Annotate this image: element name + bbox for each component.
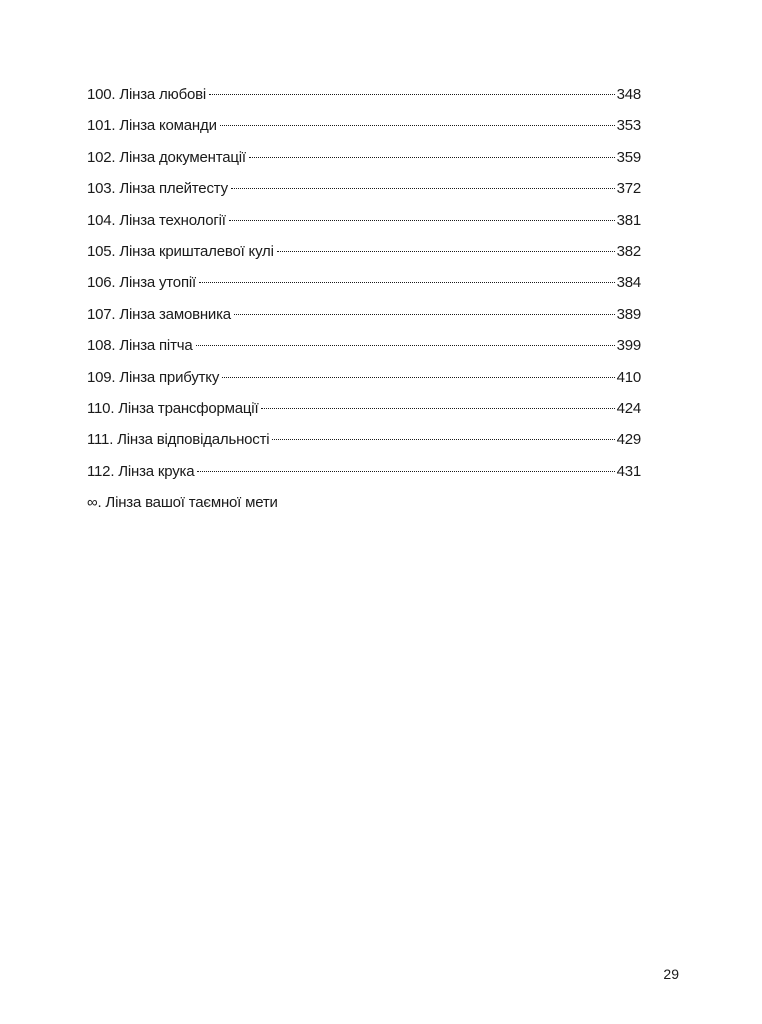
toc-entry xyxy=(87,460,641,491)
toc-entry xyxy=(87,83,641,114)
toc-entry-title: 105. Лінза кришталевої кулі xyxy=(87,242,274,260)
toc-entry xyxy=(87,303,641,334)
toc-entry-page: 372 xyxy=(616,180,641,198)
dot-leader xyxy=(272,439,614,440)
toc-entry-page: 424 xyxy=(616,399,641,417)
dot-leader xyxy=(197,471,614,472)
table-of-contents xyxy=(87,83,641,522)
toc-entry xyxy=(87,271,641,302)
toc-entry-page: 384 xyxy=(616,274,641,292)
toc-entry-page: 381 xyxy=(616,211,641,229)
toc-entry xyxy=(87,209,641,240)
toc-entry-page: 410 xyxy=(616,368,641,386)
toc-entry-title: 112. Лінза крука xyxy=(87,462,195,480)
toc-entry-title: 110. Лінза трансформації xyxy=(87,399,259,417)
toc-entry-page: 431 xyxy=(616,462,641,480)
toc-entry-title: 106. Лінза утопії xyxy=(87,274,196,292)
dot-leader xyxy=(277,251,615,252)
toc-entry xyxy=(87,114,641,145)
dot-leader xyxy=(199,282,615,283)
toc-entry xyxy=(87,146,641,177)
dot-leader xyxy=(222,377,614,378)
toc-entry-title: 108. Лінза пітча xyxy=(87,337,193,355)
toc-entry-title: 102. Лінза документації xyxy=(87,148,246,166)
dot-leader xyxy=(231,188,615,189)
dot-leader xyxy=(249,157,615,158)
toc-entry-title: 109. Лінза прибутку xyxy=(87,368,220,386)
toc-entry-title: 107. Лінза замовника xyxy=(87,305,231,323)
toc-entry xyxy=(87,334,641,365)
toc-entry-page: 359 xyxy=(616,148,641,166)
page-number: 29 xyxy=(663,966,679,982)
toc-entry xyxy=(87,177,641,208)
toc-entry xyxy=(87,366,641,397)
toc-entry xyxy=(87,428,641,459)
dot-leader xyxy=(261,408,614,409)
toc-final-entry: ∞. Лінза вашої таємної мети xyxy=(87,494,278,512)
toc-entry-page: 429 xyxy=(616,431,641,449)
dot-leader xyxy=(229,220,615,221)
dot-leader xyxy=(196,345,615,346)
toc-entry-page: 353 xyxy=(616,117,641,135)
toc-entry-title: 111. Лінза відповідальності xyxy=(87,431,270,449)
dot-leader xyxy=(209,94,615,95)
toc-entry-title: 100. Лінза любові xyxy=(87,86,207,103)
toc-entry xyxy=(87,397,641,428)
dot-leader xyxy=(220,125,615,126)
toc-entry-page: 382 xyxy=(616,242,641,260)
toc-entry-title: 104. Лінза технології xyxy=(87,211,226,229)
toc-entry-title: 103. Лінза плейтесту xyxy=(87,180,228,198)
toc-entry-page: 348 xyxy=(616,86,641,103)
dot-leader xyxy=(234,314,615,315)
toc-entry xyxy=(87,240,641,271)
toc-entry-title: 101. Лінза команди xyxy=(87,117,217,135)
toc-entry-page: 399 xyxy=(616,337,641,355)
toc-entry-page: 389 xyxy=(616,305,641,323)
